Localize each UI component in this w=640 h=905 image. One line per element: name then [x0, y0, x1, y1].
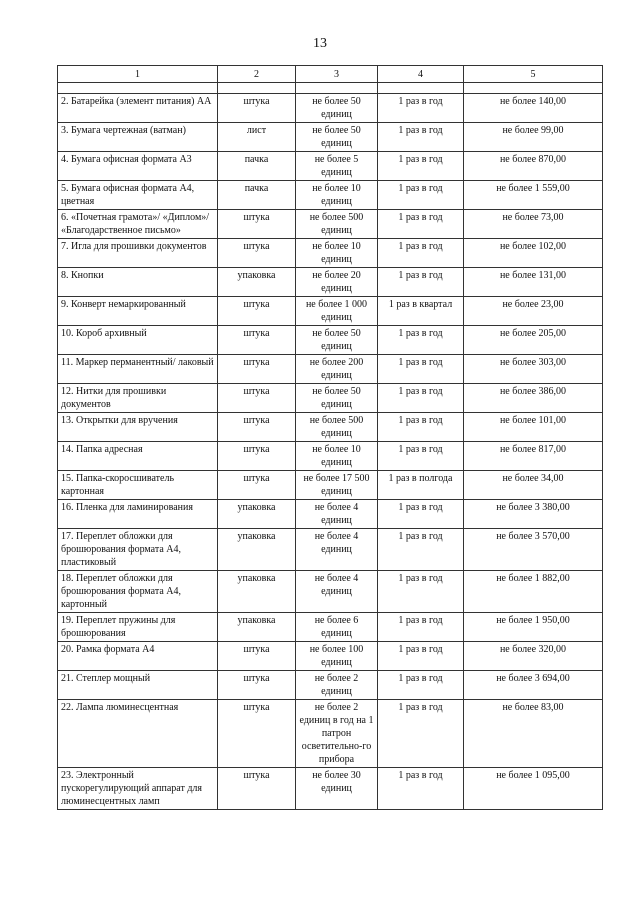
item-frequency: 1 раз в год [378, 152, 464, 181]
table-row [58, 123, 603, 152]
item-name: 5. Бумага офисная формата А4, цветная [58, 181, 218, 210]
item-unit: упаковка [218, 613, 296, 642]
item-name: 22. Лампа люминесцентная [58, 700, 218, 768]
item-price: не более 386,00 [464, 384, 603, 413]
item-frequency: 1 раз в год [378, 326, 464, 355]
item-unit: упаковка [218, 500, 296, 529]
table-row [58, 152, 603, 181]
header-spacer-row [58, 83, 603, 94]
item-quantity: не более 2 единиц в год на 1 патрон осветительно-го прибора [296, 700, 378, 768]
table-row [58, 210, 603, 239]
table-row [58, 239, 603, 268]
item-price: не более 817,00 [464, 442, 603, 471]
item-price: не более 101,00 [464, 413, 603, 442]
item-name: 9. Конверт немаркированный [58, 297, 218, 326]
item-price: не более 23,00 [464, 297, 603, 326]
item-name: 8. Кнопки [58, 268, 218, 297]
item-price: не более 1 882,00 [464, 571, 603, 613]
item-name: 11. Маркер перманентный/ лаковый [58, 355, 218, 384]
item-name: 10. Короб архивный [58, 326, 218, 355]
item-name: 20. Рамка формата А4 [58, 642, 218, 671]
table-row [58, 500, 603, 529]
table-row [58, 355, 603, 384]
table-row [58, 413, 603, 442]
item-unit: штука [218, 94, 296, 123]
table-header-row [58, 66, 603, 83]
item-quantity: не более 4 единиц [296, 500, 378, 529]
item-price: не более 303,00 [464, 355, 603, 384]
page-number: 13 [313, 36, 327, 51]
item-price: не более 140,00 [464, 94, 603, 123]
item-unit: штука [218, 239, 296, 268]
item-frequency: 1 раз в год [378, 94, 464, 123]
item-frequency: 1 раз в год [378, 571, 464, 613]
table-row [58, 384, 603, 413]
column-header-5: 5 [464, 66, 603, 83]
table-row [58, 471, 603, 500]
item-frequency: 1 раз в год [378, 529, 464, 571]
item-name: 3. Бумага чертежная (ватман) [58, 123, 218, 152]
table-row [58, 768, 603, 810]
item-price: не более 131,00 [464, 268, 603, 297]
item-frequency: 1 раз в год [378, 181, 464, 210]
item-frequency: 1 раз в год [378, 500, 464, 529]
item-frequency: 1 раз в год [378, 413, 464, 442]
item-unit: штука [218, 384, 296, 413]
item-name: 21. Степлер мощный [58, 671, 218, 700]
item-quantity: не более 50 единиц [296, 326, 378, 355]
item-price: не более 3 380,00 [464, 500, 603, 529]
item-price: не более 73,00 [464, 210, 603, 239]
item-unit: пачка [218, 181, 296, 210]
table-row [58, 671, 603, 700]
item-frequency: 1 раз в год [378, 123, 464, 152]
item-name: 6. «Почетная грамота»/ «Диплом»/ «Благодарственное письмо» [58, 210, 218, 239]
item-quantity: не более 5 единиц [296, 152, 378, 181]
item-quantity: не более 10 единиц [296, 239, 378, 268]
item-unit: упаковка [218, 571, 296, 613]
item-unit: штука [218, 355, 296, 384]
item-name: 23. Электронный пускорегулирующий аппарат для люминесцентных ламп [58, 768, 218, 810]
item-frequency: 1 раз в год [378, 355, 464, 384]
item-price: не более 34,00 [464, 471, 603, 500]
item-frequency: 1 раз в год [378, 268, 464, 297]
table-row [58, 297, 603, 326]
table-row [58, 571, 603, 613]
item-frequency: 1 раз в год [378, 239, 464, 268]
item-frequency: 1 раз в год [378, 210, 464, 239]
column-header-4: 4 [378, 66, 464, 83]
table-row [58, 642, 603, 671]
item-name: 17. Переплет обложки для брошюрования формата А4, пластиковый [58, 529, 218, 571]
item-price: не более 1 095,00 [464, 768, 603, 810]
item-unit: штука [218, 700, 296, 768]
item-quantity: не более 4 единиц [296, 571, 378, 613]
item-frequency: 1 раз в год [378, 442, 464, 471]
item-frequency: 1 раз в год [378, 384, 464, 413]
item-price: не более 205,00 [464, 326, 603, 355]
item-quantity: не более 10 единиц [296, 442, 378, 471]
item-name: 16. Пленка для ламинирования [58, 500, 218, 529]
item-unit: штука [218, 471, 296, 500]
item-unit: штука [218, 442, 296, 471]
column-header-1: 1 [58, 66, 218, 83]
item-name: 4. Бумага офисная формата А3 [58, 152, 218, 181]
item-name: 13. Открытки для вручения [58, 413, 218, 442]
item-quantity: не более 100 единиц [296, 642, 378, 671]
table-row [58, 613, 603, 642]
item-unit: штука [218, 326, 296, 355]
item-quantity: не более 50 единиц [296, 94, 378, 123]
item-quantity: не более 4 единиц [296, 529, 378, 571]
item-frequency: 1 раз в квартал [378, 297, 464, 326]
item-name: 14. Папка адресная [58, 442, 218, 471]
item-unit: пачка [218, 152, 296, 181]
item-name: 7. Игла для прошивки документов [58, 239, 218, 268]
item-quantity: не более 2 единиц [296, 671, 378, 700]
item-name: 18. Переплет обложки для брошюрования формата А4, картонный [58, 571, 218, 613]
item-unit: упаковка [218, 268, 296, 297]
table-row [58, 529, 603, 571]
item-quantity: не более 6 единиц [296, 613, 378, 642]
item-price: не более 3 694,00 [464, 671, 603, 700]
item-quantity: не более 50 единиц [296, 384, 378, 413]
item-frequency: 1 раз в год [378, 613, 464, 642]
item-unit: штука [218, 768, 296, 810]
item-quantity: не более 200 единиц [296, 355, 378, 384]
item-price: не более 1 559,00 [464, 181, 603, 210]
item-frequency: 1 раз в год [378, 700, 464, 768]
item-name: 12. Нитки для прошивки документов [58, 384, 218, 413]
table-row [58, 181, 603, 210]
item-frequency: 1 раз в год [378, 671, 464, 700]
item-frequency: 1 раз в год [378, 768, 464, 810]
column-header-3: 3 [296, 66, 378, 83]
table-row [58, 268, 603, 297]
item-frequency: 1 раз в год [378, 642, 464, 671]
item-quantity: не более 17 500 единиц [296, 471, 378, 500]
item-quantity: не более 500 единиц [296, 210, 378, 239]
table-row [58, 94, 603, 123]
item-price: не более 3 570,00 [464, 529, 603, 571]
item-frequency: 1 раз в полгода [378, 471, 464, 500]
item-quantity: не более 500 единиц [296, 413, 378, 442]
item-quantity: не более 50 единиц [296, 123, 378, 152]
item-quantity: не более 1 000 единиц [296, 297, 378, 326]
item-unit: штука [218, 210, 296, 239]
item-unit: штука [218, 671, 296, 700]
item-price: не более 1 950,00 [464, 613, 603, 642]
item-price: не более 99,00 [464, 123, 603, 152]
item-unit: лист [218, 123, 296, 152]
column-header-2: 2 [218, 66, 296, 83]
table-row [58, 326, 603, 355]
item-price: не более 870,00 [464, 152, 603, 181]
table-row [58, 442, 603, 471]
supply-norms-table [57, 65, 603, 810]
item-quantity: не более 20 единиц [296, 268, 378, 297]
item-name: 2. Батарейка (элемент питания) АА [58, 94, 218, 123]
table-row [58, 700, 603, 768]
item-unit: штука [218, 642, 296, 671]
item-name: 15. Папка-скоросшиватель картонная [58, 471, 218, 500]
item-price: не более 320,00 [464, 642, 603, 671]
item-quantity: не более 30 единиц [296, 768, 378, 810]
item-unit: штука [218, 413, 296, 442]
item-name: 19. Переплет пружины для брошюрования [58, 613, 218, 642]
item-unit: упаковка [218, 529, 296, 571]
item-unit: штука [218, 297, 296, 326]
item-price: не более 102,00 [464, 239, 603, 268]
item-price: не более 83,00 [464, 700, 603, 768]
item-quantity: не более 10 единиц [296, 181, 378, 210]
